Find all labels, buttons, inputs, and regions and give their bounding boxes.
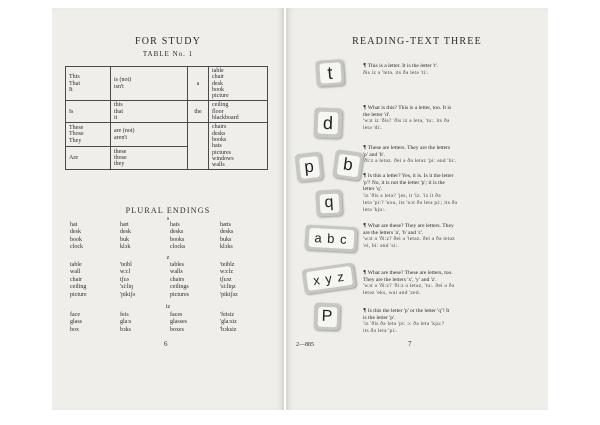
letter-tile-abc: a b c: [304, 225, 357, 253]
section-marker-iz: iz: [165, 304, 171, 310]
letter-tile-b: b: [332, 149, 364, 181]
paragraph-marker-icon: ¶: [363, 308, 367, 314]
table-cell: the: [188, 101, 209, 123]
left-page: [52, 8, 284, 410]
section-marker-z: z: [166, 255, 170, 261]
reading-paragraph: ¶ What are these? They are letters. They are the letters 'a', 'b' and 'c'. 'wɔt ə 'ði:z? ðei ə 'letəz. ðei ə ðə letəz 'ei, bi: ənd 'si:.: [363, 223, 455, 250]
page-title-for-study: FOR STUDY: [134, 36, 202, 47]
letter-tile-p: p: [295, 152, 324, 183]
reading-paragraph: ¶ What is this? This is a letter, too. It is the letter 'd'. 'wɔt iz 'ðis? 'ðis iz ə letə, 'tu:. its ðə letə 'di:.: [363, 105, 452, 132]
plural-endings-title: PLURAL ENDINGS: [125, 206, 211, 215]
table-row: [66, 123, 268, 147]
reading-paragraph: ¶ Is this a letter? Yes, it is. Is it the letter 'p'? No, it is not the letter 'p'; it is the letter 'q'. 'iz 'ðis ə letə? 'jes, it 'iz. 'iz it ðə letə 'pi:? 'nou, its 'nɔt ðə letə pi:; its ðə letə 'kju:.: [363, 173, 458, 213]
paragraph-marker-icon: ¶: [363, 270, 367, 276]
table-cell: ceiling floor blackboard: [209, 101, 268, 123]
table-cell: These Those They: [66, 123, 111, 147]
table-cell: this that it: [111, 101, 188, 123]
right-page: [286, 8, 548, 410]
table-cell: Is: [66, 101, 111, 123]
list-item: hat hæt hats hæts: [70, 222, 232, 228]
page-title-reading-text: READING-TEXT THREE: [352, 36, 482, 47]
page-number-left: 6: [164, 340, 168, 348]
table-cell: Are: [66, 146, 111, 170]
plural-grid-iz: [70, 312, 270, 334]
list-item: ceiling 'si:liŋ ceilings 'si:liŋz: [70, 284, 236, 291]
table-cell: This That It: [66, 67, 111, 101]
table-cell: table chair desk book picture: [209, 67, 268, 101]
reading-paragraph: ¶ Is this the letter 'p' or the letter 'q'? It is the letter 'p'. 'iz 'ðis ðə letə 'pi: ɔ: ðə letə 'kju:? its ðə letə 'pi:.: [363, 308, 450, 335]
paragraph-marker-icon: ¶: [363, 63, 367, 69]
list-item: picture 'piktʃə pictures 'piktʃəz: [70, 291, 238, 298]
table-cell: these those they: [111, 146, 188, 170]
table-cell: chairs desks books hats pictures windows walls: [209, 123, 268, 170]
list-item: table 'teibl tables 'teiblz: [70, 262, 235, 268]
list-item: chair tʃɛə chairs tʃɛəz: [70, 276, 232, 283]
page-number-right: 7: [408, 340, 412, 348]
letter-tile-capital-p: P: [314, 303, 341, 331]
paragraph-marker-icon: ¶: [363, 145, 367, 151]
list-item: desk desk desks desks: [70, 229, 234, 236]
signature-mark: 2—885: [296, 342, 314, 348]
table-row: [66, 101, 268, 123]
table-row: [66, 67, 268, 101]
plural-grid-z: [70, 262, 270, 299]
list-item: book buk books buks: [70, 236, 232, 243]
letter-tile-xyz: x y z: [302, 263, 357, 295]
table-cell: are (not) aren't: [111, 123, 188, 147]
reading-paragraph: ¶ This is a letter. It is the letter 't'. ðis iz ə 'letə. its ðə letə 'ti:.: [363, 63, 439, 76]
letter-tile-t: t: [315, 59, 345, 87]
study-table: [65, 66, 268, 170]
plural-grid-s: [70, 222, 270, 252]
paragraph-marker-icon: ¶: [363, 223, 367, 229]
list-item: clock klɔk clocks klɔks: [70, 244, 233, 251]
list-item: glass gla:s glasses 'gla:siz: [70, 319, 237, 326]
reading-paragraph: ¶ What are these? These are letters, too. They are the letters 'x', 'y' and 'z'. 'wɔt ə 'ði:z? 'ði:z ə letəz, 'tu:. ðei ə ðə letəz 'eks, wai ənd 'zed.: [363, 270, 455, 297]
list-item: face feis faces 'feisiz: [70, 312, 235, 318]
table-cell: [188, 123, 209, 170]
paragraph-marker-icon: ¶: [363, 173, 367, 179]
list-item: wall wɔ:l walls wɔ:lz: [70, 269, 233, 276]
section-marker-s: s: [166, 216, 170, 222]
paragraph-marker-icon: ¶: [363, 105, 367, 111]
letter-tile-d: d: [313, 108, 342, 139]
table-cell: is (not) isn't: [111, 67, 188, 101]
letter-tile-q: q: [315, 189, 342, 216]
table-cell: a: [188, 67, 209, 101]
list-item: box bɔks boxes 'bɔksiz: [70, 326, 237, 333]
table-label: TABLE No. 1: [142, 50, 194, 58]
reading-paragraph: ¶ These are letters. They are the letters 'p' and 'b'. 'ði:z ə letəz. ðei ə ðə letəz 'pi: ənd 'bi:.: [363, 145, 457, 165]
